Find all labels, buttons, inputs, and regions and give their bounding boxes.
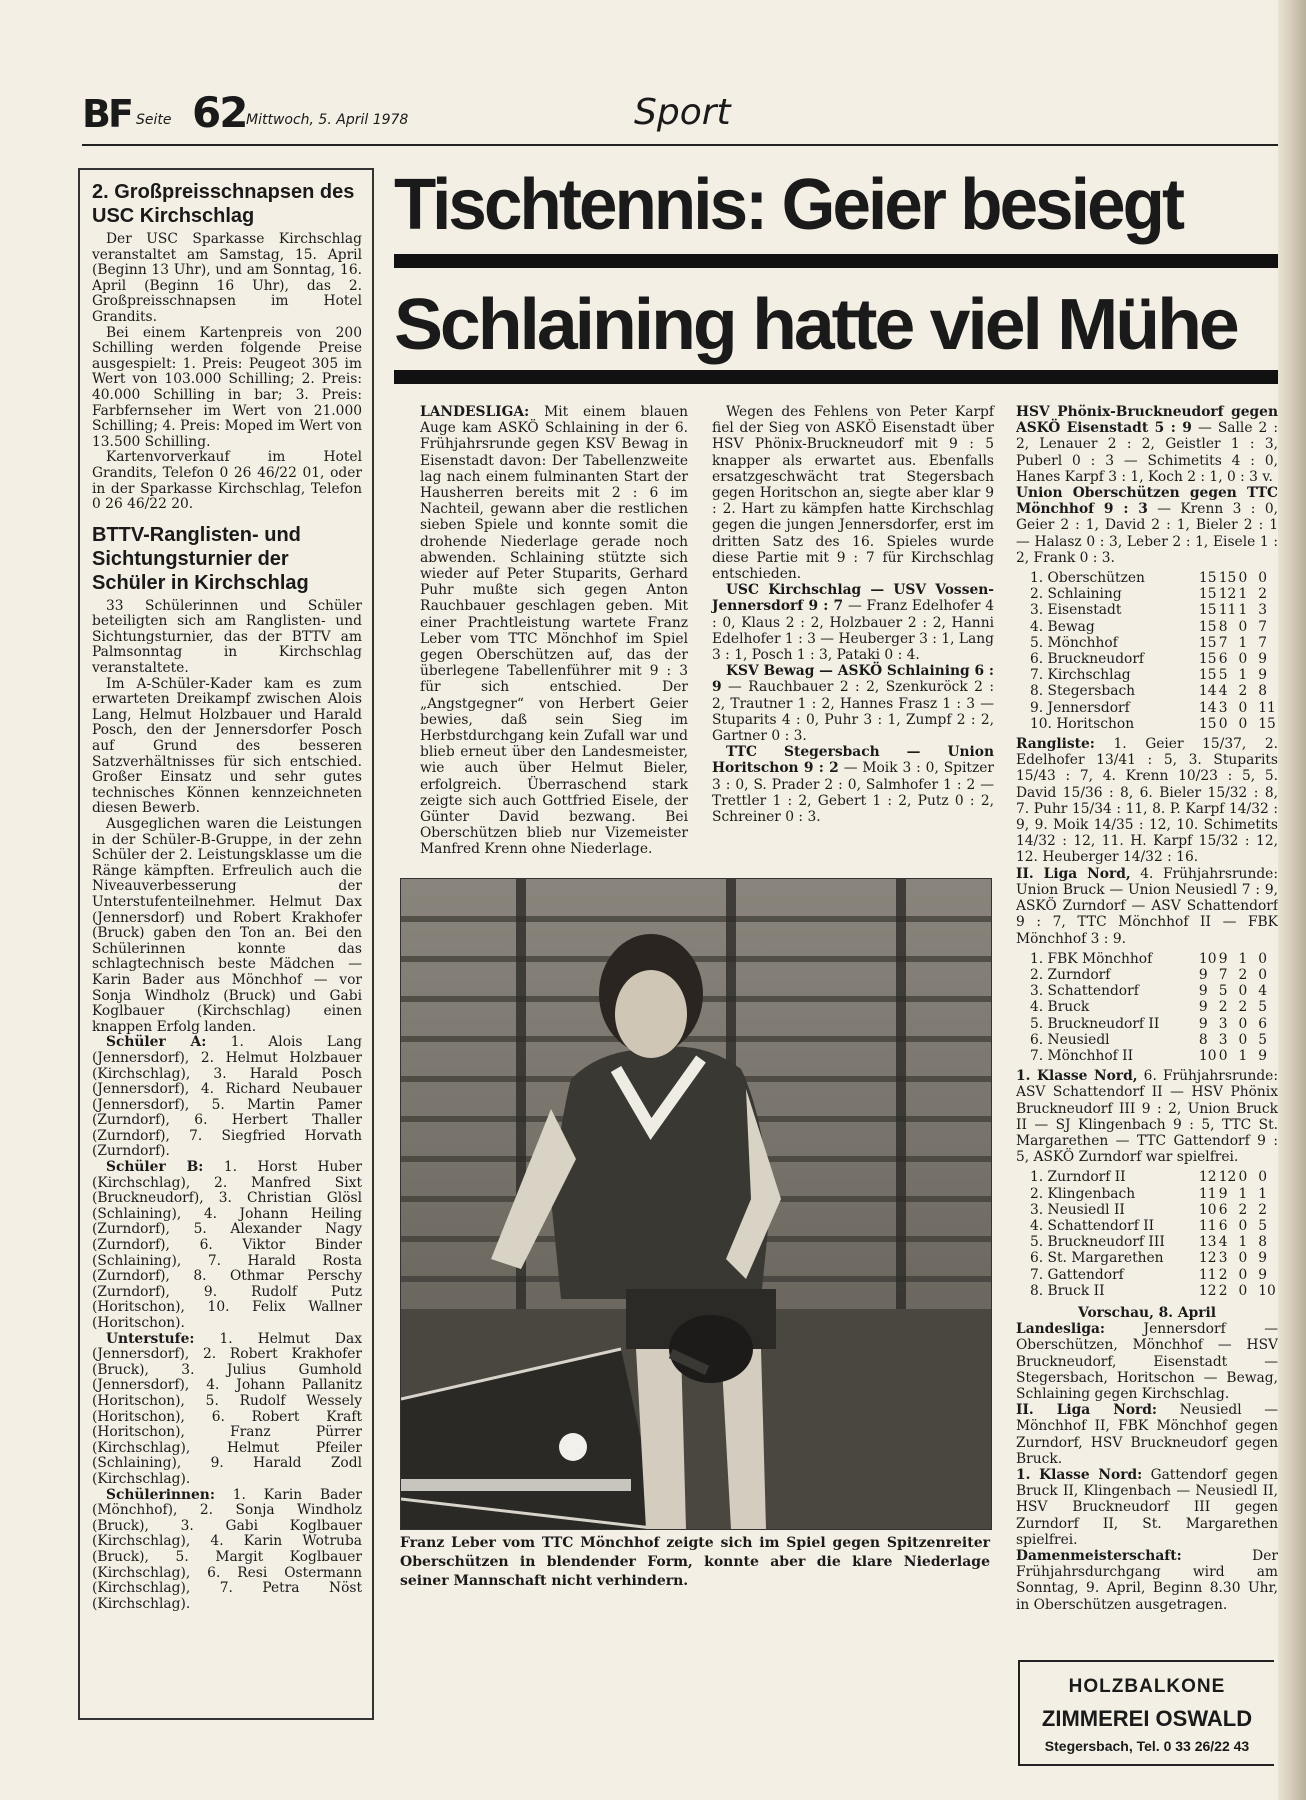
standings-value: 0 <box>1238 983 1248 1000</box>
league-label: II. Liga Nord, <box>1016 865 1131 882</box>
standings-value: 11 <box>1198 1266 1217 1283</box>
standings-row <box>1030 602 1278 618</box>
standings-value: 0 <box>1218 715 1228 732</box>
standings-value: 12 <box>1218 586 1237 603</box>
standings-value: 1 <box>1238 1234 1248 1251</box>
standings-value: 11 <box>1198 1217 1217 1234</box>
preview-text: Neusiedl — Mönchhof II, FBK Mönchhof gegen Zurndorf, HSV Bruckneudorf gegen Bruck. <box>1016 1402 1278 1467</box>
standings-value: 15 <box>1198 618 1217 635</box>
preview-heading: Vorschau, 8. April <box>1078 1304 1216 1321</box>
paragraph: Ausgeglichen waren die Leistungen in der Schüler-B-Gruppe, in der zehn Schüler der 2. Leistungsklasse um die Ränge kämpften. Erfreulich auch die Niveauverbesserung der Unterstufenteilnehmer. Helmut Dax (Jennersdorf) und Robert Krakhofer (Bruck) gaben den Ton an. Bei den Schülerinnen konnte das schlagtechnisch beste Mädchen — Karin Bader aus Mönchhof — vor Sonja Windholz (Bruck) und Gabi Koglbauer (Kirchschlag) einen knappen Erfolg landen. <box>92 816 362 1035</box>
standings-value: 7 <box>1258 618 1267 635</box>
headline-rule <box>394 370 1278 384</box>
standings-liga-nord <box>1030 951 1278 1064</box>
standings-value: 2 <box>1238 999 1248 1016</box>
results-text: 1. Helmut Dax (Jennersdorf), 2. Robert Krakhofer (Bruck), 3. Julius Gumhold (Jennersdorf), 4. Johann Pallanitz (Horitschon), 5. Rudolf Wessely (Horitschon), 6. Robert Kraft (Horitschon), Franz Pürrer (Kirchschlag), Helmut Pfeiler (Schlaining), 9. Harald Zodl (Kirchschlag). <box>92 1330 362 1487</box>
standings-value: 10 <box>1198 1047 1217 1064</box>
team-name: 1. Oberschützen <box>1030 570 1145 587</box>
standings-value: 10 <box>1198 950 1217 967</box>
standings-row <box>1030 586 1278 602</box>
standings-value: 7 <box>1218 634 1228 651</box>
standings-value: 8 <box>1198 1031 1208 1048</box>
preview-text: Jennersdorf — Oberschützen, Mönchhof — HSV Bruckneudorf, Eisenstadt — Stegersbach, Horitschon — Bewag, Schlaining gegen Kirchschlag. <box>1016 1321 1278 1402</box>
standings-value: 12 <box>1218 1169 1237 1186</box>
standings-value: 9 <box>1258 667 1267 684</box>
standings-row <box>1030 999 1278 1015</box>
standings-row <box>1030 983 1278 999</box>
standings-value: 2 <box>1258 1201 1267 1218</box>
page-edge <box>1278 0 1306 1800</box>
results-text: 1. Horst Huber (Kirchschlag), 2. Manfred Sixt (Bruckneudorf), 3. Christian Glösl (Schlaining), 4. Johann Heiling (Zurndorf), 5. Alexander Nagy (Zurndorf), 6. Viktor Binder (Schlaining), 7. Harald Rosta (Zurndorf), 8. Othmar Perschy (Zurndorf), 9. Rudolf Putz (Horitschon), 10. Felix Wallner (Horitschon). <box>92 1159 362 1331</box>
standings-value: 6 <box>1218 1201 1228 1218</box>
match-result <box>1016 485 1278 566</box>
standings-value: 15 <box>1198 586 1217 603</box>
team-name: 7. Mönchhof II <box>1030 1047 1134 1064</box>
photo-table-tennis-player <box>400 878 992 1530</box>
standings-row <box>1030 700 1278 716</box>
page-label: Seite <box>136 112 172 128</box>
team-name: 2. Schlaining <box>1030 586 1122 603</box>
team-name: 6. St. Margarethen <box>1030 1250 1164 1267</box>
ranking-text: 1. Geier 15/37, 2. Edelhofer 13/41 : 5, 3. Stuparits 15/43 : 7, 4. Krenn 10/23 : 5, 5. David 15/36 : 8, 6. Bieler 15/32 : 8, 7. Puhr 15/34 : 11, 8. P. Karpf 14/32 : 9, 9. Moik 14/35 : 12, 10. Schimetits 14/32 : 12, 11. H. Karpf 15/32 : 12, 12. Heuberger 14/32 : 16. <box>1016 736 1278 866</box>
results-schueler-a <box>92 1035 362 1160</box>
match-text: — Moik 3 : 0, Spitzer 3 : 0, S. Prader 2 : 0, Salmhofer 1 : 2 — Trettler 1 : 2, Gebert 1 : 2, Putz 0 : 2, Schreiner 0 : 3. <box>712 760 995 826</box>
team-name: 7. Kirchschlag <box>1030 667 1131 684</box>
team-name: 5. Bruckneudorf III <box>1030 1234 1165 1251</box>
results-label: Schüler B: <box>106 1159 204 1176</box>
standings-value: 5 <box>1258 999 1267 1016</box>
headline-line-2: Schlaining hatte viel Mühe <box>394 285 1237 365</box>
standings-value: 1 <box>1238 667 1248 684</box>
team-name: 5. Mönchhof <box>1030 634 1118 651</box>
standings-value: 6 <box>1258 1015 1267 1032</box>
paragraph: Kartenvorverkauf im Hotel Grandits, Telefon 0 26 46/22 01, oder in der Sparkasse Kirchschlag, Telefon 0 26 46/22 20. <box>92 449 362 513</box>
standings-value: 0 <box>1218 1047 1228 1064</box>
team-name: 10. Horitschon <box>1030 715 1135 732</box>
standings-value: 15 <box>1198 602 1217 619</box>
standings-value: 12 <box>1198 1250 1217 1267</box>
standings-value: 0 <box>1238 1217 1248 1234</box>
team-name: 4. Schattendorf II <box>1030 1217 1155 1234</box>
match-label: HSV Phönix-Bruckneudorf gegen ASKÖ Eisenstadt 5 : 9 <box>1016 404 1278 437</box>
standings-value: 5 <box>1218 983 1228 1000</box>
article-heading-bttv: BTTV-Ranglisten- und Sichtungsturnier der Schüler in Kirchschlag <box>92 523 309 594</box>
standings-value: 2 <box>1258 586 1267 603</box>
standings-value: 5 <box>1258 1217 1267 1234</box>
preview-label: Damenmeisterschaft: <box>1016 1548 1182 1565</box>
paragraph: 33 Schülerinnen und Schüler beteiligten sich am Ranglisten- und Sichtungsturnier, das der BTTV am Palmsonntag in Kirchschlag veranstaltete. <box>92 597 362 677</box>
standings-value: 4 <box>1218 683 1228 700</box>
standings-value: 15 <box>1218 570 1237 587</box>
league-report <box>1016 1068 1278 1165</box>
standings-value: 15 <box>1258 715 1276 732</box>
standings-value: 1 <box>1238 1047 1248 1064</box>
standings-row <box>1030 635 1278 651</box>
paragraph: Wegen des Fehlens von Peter Karpf fiel der Sieg von ASKÖ Eisenstadt über HSV Phönix-Bruckneudorf mit 9 : 5 knapper als erwartet aus. Ebenfalls ersatzgeschwächt trat Stegersbach gegen Horitschon an, siegte aber klar 9 : 2. Hart zu kämpfen hatte Kirchschlag gegen die jungen Jennersdorfer, erst im dritten Satz des 16. Spieles wurde diese Partie mit 9 : 7 für Kirchschlag entschieden. <box>712 404 994 583</box>
standings-value: 15 <box>1198 570 1217 587</box>
standings-value: 10 <box>1258 1282 1276 1299</box>
standings-value: 3 <box>1218 1031 1228 1048</box>
standings-row <box>1030 1016 1278 1032</box>
match-text: — Rauchbauer 2 : 2, Szenkuröck 2 : 2, Trautner 1 : 2, Hannes Frasz 1 : 3 — Stuparits 4 : 0, Puhr 3 : 1, Zumpf 2 : 2, Gartner 0 : 3. <box>712 679 994 745</box>
standings-value: 3 <box>1218 1015 1228 1032</box>
results-unterstufe <box>92 1332 362 1488</box>
standings-value: 14 <box>1198 699 1217 716</box>
paragraph: Bei einem Kartenpreis von 200 Schilling werden folgende Preise ausgespielt: 1. Preis: Peugeot 305 im Wert von 103.000 Schilling; 2. Preis: 40.000 Schilling in bar; 3. Preis: Farbfernseher im Wert von 21.000 Schilling; 4. Preis: Moped im Wert von 13.500 Schilling. <box>92 324 362 450</box>
match-result <box>712 663 994 744</box>
preview-label: Landesliga: <box>1016 1321 1106 1338</box>
standings-value: 7 <box>1218 966 1228 983</box>
standings-value: 0 <box>1238 699 1248 716</box>
standings-row <box>1030 619 1278 635</box>
standings-value: 0 <box>1238 651 1248 668</box>
lead-label: LANDESLIGA: <box>420 404 530 420</box>
results-schueler-b <box>92 1160 362 1332</box>
standings-klasse-nord <box>1030 1169 1278 1299</box>
preview-item <box>1016 1321 1278 1402</box>
standings-row <box>1030 1218 1278 1234</box>
standings-value: 9 <box>1218 950 1228 967</box>
standings-value: 9 <box>1258 1250 1267 1267</box>
masthead <box>82 88 1278 146</box>
standings-row <box>1030 570 1278 586</box>
preview-text: Gattendorf gegen Bruck II, Klingenbach — Neusiedl II, HSV Bruckneudorf III gegen Zurndorf II, St. Margarethen spielfrei. <box>1016 1467 1278 1548</box>
ad-line-2: ZIMMEREI OSWALD <box>1041 1706 1253 1731</box>
standings-value: 0 <box>1238 1015 1248 1032</box>
team-name: 8. Stegersbach <box>1030 683 1136 700</box>
paragraph: Der USC Sparkasse Kirchschlag veranstaltet am Samstag, 15. April (Beginn 13 Uhr), und am Sonntag, 16. April (Beginn 16 Uhr), das 2. Großpreisschnapsen im Hotel Grandits. <box>92 231 362 325</box>
standings-value: 3 <box>1218 699 1228 716</box>
standings-value: 1 <box>1238 1185 1248 1202</box>
standings-value: 15 <box>1198 667 1217 684</box>
team-name: 7. Gattendorf <box>1030 1266 1124 1283</box>
team-name: 9. Jennersdorf <box>1030 699 1130 716</box>
issue-date: Mittwoch, 5. April 1978 <box>246 112 409 128</box>
team-name: 2. Zurndorf <box>1030 966 1111 983</box>
article-heading-schnapsen: 2. Großpreisschnapsen des USC Kirchschlag <box>92 181 355 227</box>
left-column <box>92 180 362 1612</box>
standings-row <box>1030 1048 1278 1064</box>
standings-value: 0 <box>1238 1031 1248 1048</box>
lead-text: Mit einem blauen Auge kam ASKÖ Schlaining in der 6. Frühjahrsrunde gegen KSV Bewag in Eisenstadt davon: Der Tabellenzweite lag nach einem fulminanten Start der Hausherren bereits mit 2 : 6 im Nachteil, gewann aber die restlichen sieben Spiele und konnte somit die drohende Niederlage gerade noch abwenden. Schlaining stützte sich wieder auf Peter Stuparits, Gerhard Puhr mußte sich gegen Anton Rauchbauer geschlagen geben. Mit einer Prachtleistung wartete Franz Leber vom TTC Mönchhof im Spiel gegen Oberschützen auf, das der überlegene Tabellenführer mit 9 : 3 für sich entschied. Der „Angstgegner“ von Herbert Geier bewies, daß sein Sieg im Herbstdurchgang kein Zufall war und blieb erneut über den Landesmeister, wie auch über Helmut Bieler, erfolgreich. Überraschend stark zeigte sich auch Gottfried Eisele, der Günter David bezwang. Bei Oberschützen blieb nur Vizemeister Manfred Krenn ohne Niederlage. <box>420 404 688 858</box>
article-column-2 <box>712 404 994 825</box>
standings-value: 0 <box>1238 715 1248 732</box>
standings-value: 11 <box>1218 602 1237 619</box>
standings-row <box>1030 967 1278 983</box>
paper-logo: BF <box>82 92 131 136</box>
preview-label: II. Liga Nord: <box>1016 1402 1158 1419</box>
standings-value: 9 <box>1198 999 1208 1016</box>
page-number: 62 <box>192 88 247 137</box>
standings-value: 0 <box>1238 1169 1248 1186</box>
standings-row <box>1030 1250 1278 1266</box>
standings-value: 2 <box>1218 1266 1228 1283</box>
standings-value: 13 <box>1198 1234 1217 1251</box>
standings-value: 9 <box>1198 966 1208 983</box>
results-text: 1. Karin Bader (Mönchhof), 2. Sonja Windholz (Bruck), 3. Gabi Koglbauer (Kirchschlag), 4. Karin Wotruba (Bruck), 5. Margit Koglbauer (Kirchschlag), 6. Resi Ostermann (Kirchschlag), 7. Petra Nöst (Kirchschlag). <box>92 1486 362 1612</box>
standings-value: 9 <box>1258 1047 1267 1064</box>
team-name: 3. Neusiedl II <box>1030 1201 1125 1218</box>
standings-value: 0 <box>1238 1250 1248 1267</box>
standings-value: 8 <box>1258 683 1267 700</box>
lead-paragraph <box>420 404 688 858</box>
team-name: 4. Bruck <box>1030 999 1090 1016</box>
standings-value: 1 <box>1238 586 1248 603</box>
standings-value: 1 <box>1238 602 1248 619</box>
standings-value: 7 <box>1258 634 1267 651</box>
league-text: 6. Frühjahrsrunde: ASV Schattendorf II — HSV Phönix Bruckneudorf III 9 : 2, Union Bruck II — SJ Klingenbach 9 : 5, TTC St. Margarethen — TTC Gattendorf 9 : 5, ASKÖ Zurndorf war spielfrei. <box>1016 1068 1278 1166</box>
team-name: 6. Neusiedl <box>1030 1031 1110 1048</box>
standings-value: 14 <box>1198 683 1217 700</box>
standings-row <box>1030 1186 1278 1202</box>
results-label: Schülerinnen: <box>106 1486 215 1503</box>
preview-item <box>1016 1402 1278 1467</box>
standings-value: 5 <box>1218 667 1228 684</box>
standings-value: 1 <box>1258 1185 1267 1202</box>
preview-item <box>1016 1548 1278 1613</box>
standings-row <box>1030 1169 1278 1185</box>
standings-row <box>1030 651 1278 667</box>
standings-row <box>1030 1202 1278 1218</box>
standings-value: 0 <box>1258 1169 1267 1186</box>
team-name: 1. Zurndorf II <box>1030 1169 1126 1186</box>
standings-value: 6 <box>1218 651 1228 668</box>
team-name: 8. Bruck II <box>1030 1282 1105 1299</box>
standings-value: 9 <box>1198 983 1208 1000</box>
match-text: — Krenn 3 : 0, Geier 2 : 1, David 2 : 1, Bieler 2 : 1 — Halasz 0 : 3, Leber 2 : 1, Eisele 1 : 2, Frank 0 : 3. <box>1016 501 1278 566</box>
standings-value: 1 <box>1238 950 1248 967</box>
standings-value: 0 <box>1238 570 1248 587</box>
standings-value: 15 <box>1198 651 1217 668</box>
paragraph: Im A-Schüler-Kader kam es zum erwarteten Dreikampf zwischen Alois Lang, Helmut Holzbauer und Harald Posch, den der Jennersdorfer Posch auf Grund des besseren Satzverhältnisses für sich entschied. Großer Einsatz und sehr gutes technisches Können kennzeichneten diesen Bewerb. <box>92 675 362 817</box>
standings-value: 0 <box>1238 1282 1248 1299</box>
standings-value: 3 <box>1218 1250 1228 1267</box>
standings-value: 11 <box>1198 1185 1217 1202</box>
standings-value: 15 <box>1198 715 1217 732</box>
preview-item <box>1016 1467 1278 1548</box>
standings-row <box>1030 1234 1278 1250</box>
standings-value: 4 <box>1258 983 1267 1000</box>
results-label: Schüler A: <box>106 1034 207 1051</box>
standings-row <box>1030 1283 1278 1299</box>
advertisement <box>1018 1660 1274 1766</box>
standings-row <box>1030 667 1278 683</box>
ad-line-1: HOLZBALKONE <box>1068 1676 1226 1697</box>
match-result <box>712 582 994 663</box>
match-label: TTC Stegersbach — Union Horitschon 9 : 2 <box>712 744 994 777</box>
team-name: 4. Bewag <box>1030 618 1095 635</box>
results-text: 1. Alois Lang (Jennersdorf), 2. Helmut Holzbauer (Kirchschlag), 3. Harald Posch (Jennersdorf), 4. Richard Neubauer (Jennersdorf), 5. Martin Pamer (Zurndorf), 6. Herbert Thaller (Zurndorf), 7. Siegfried Horvath (Zurndorf). <box>92 1034 362 1160</box>
standings-value: 8 <box>1218 618 1228 635</box>
preview-label: 1. Klasse Nord: <box>1016 1467 1143 1483</box>
standings-value: 5 <box>1258 1031 1267 1048</box>
match-label: USC Kirchschlag — USV Vossen-Jennersdorf 9 : 7 <box>712 582 994 615</box>
standings-row <box>1030 1032 1278 1048</box>
team-name: 1. FBK Mönchhof <box>1030 950 1153 967</box>
standings-value: 9 <box>1218 1185 1228 1202</box>
results-label: Unterstufe: <box>106 1330 195 1347</box>
ranking-label: Rangliste: <box>1016 736 1095 753</box>
standings-value: 12 <box>1198 1282 1217 1299</box>
league-report <box>1016 866 1278 947</box>
headline-line-1: Tischtennis: Geier besiegt <box>394 165 1183 245</box>
preview-text: Der Frühjahrsdurchgang wird am Sonntag, 9. April, Beginn 8.30 Uhr, in Oberschützen ausgetragen. <box>1016 1548 1278 1613</box>
team-name: 5. Bruckneudorf II <box>1030 1015 1160 1032</box>
match-label: Union Oberschützen gegen TTC Mönchhof 9 : 3 <box>1016 485 1278 518</box>
team-name: 3. Eisenstadt <box>1030 602 1122 619</box>
standings-value: 8 <box>1258 1234 1267 1251</box>
standings-value: 0 <box>1238 618 1248 635</box>
standings-value: 2 <box>1238 966 1248 983</box>
standings-value: 2 <box>1238 683 1248 700</box>
match-result <box>1016 404 1278 485</box>
standings-value: 12 <box>1198 1169 1217 1186</box>
standings-value: 0 <box>1258 570 1267 587</box>
standings-value: 2 <box>1218 999 1228 1016</box>
standings-row <box>1030 716 1278 732</box>
standings-value: 0 <box>1258 966 1267 983</box>
standings-row <box>1030 1267 1278 1283</box>
standings-row <box>1030 951 1278 967</box>
match-label: KSV Bewag — ASKÖ Schlaining 6 : 9 <box>712 663 994 696</box>
standings-value: 2 <box>1218 1282 1228 1299</box>
standings-value: 6 <box>1218 1217 1228 1234</box>
photo-caption: Franz Leber vom TTC Mönchhof zeigte sich im Spiel gegen Spitzenreiter Oberschützen in blendender Form, konnte aber die klare Niederlage seiner Mannschaft nicht verhindern. <box>400 1535 990 1589</box>
standings-value: 9 <box>1198 1015 1208 1032</box>
team-name: 3. Schattendorf <box>1030 983 1139 1000</box>
team-name: 6. Bruckneudorf <box>1030 651 1145 668</box>
standings-value: 9 <box>1258 651 1267 668</box>
ranking <box>1016 736 1278 866</box>
standings-value: 15 <box>1198 634 1217 651</box>
standings-value: 3 <box>1258 602 1267 619</box>
standings-value: 0 <box>1258 950 1267 967</box>
match-text: — Franz Edelhofer 4 : 0, Klaus 2 : 2, Holzbauer 2 : 2, Hanni Edelhofer 1 : 3 — Heuberger 3 : 1, Lang 3 : 1, Posch 1 : 3, Pataki 0 : 4. <box>712 598 994 664</box>
standings-value: 2 <box>1238 1201 1248 1218</box>
team-name: 2. Klingenbach <box>1030 1185 1136 1202</box>
standings-value: 10 <box>1198 1201 1217 1218</box>
standings-value: 0 <box>1238 1266 1248 1283</box>
standings-landesliga <box>1030 570 1278 732</box>
league-label: 1. Klasse Nord, <box>1016 1068 1138 1085</box>
ad-line-3: Stegersbach, Tel. 0 33 26/22 43 <box>1044 1738 1250 1754</box>
headline-rule <box>394 254 1278 268</box>
results-column <box>1016 404 1278 1764</box>
section-title: Sport <box>634 92 731 133</box>
standings-row <box>1030 683 1278 699</box>
photo-illustration <box>401 879 991 1529</box>
league-text: 4. Frühjahrsrunde: Union Bruck — Union Neusiedl 7 : 9, ASKÖ Zurndorf — ASV Schattendorf 9 : 7, TTC Mönchhof II — FBK Mönchhof 3 : 9. <box>1016 865 1278 947</box>
standings-value: 4 <box>1218 1234 1228 1251</box>
standings-value: 1 <box>1238 634 1248 651</box>
standings-value: 11 <box>1258 699 1276 716</box>
results-schuelerinnen <box>92 1488 362 1613</box>
standings-value: 9 <box>1258 1266 1267 1283</box>
match-result <box>712 744 994 825</box>
article-column-1 <box>420 404 688 858</box>
match-text: — Salle 2 : 2, Lenauer 2 : 2, Geistler 1 : 3, Puberl 0 : 3 — Schimetits 4 : 0, Hanes Karpf 3 : 1, Koch 2 : 1, 0 : 3 v. <box>1016 420 1278 485</box>
